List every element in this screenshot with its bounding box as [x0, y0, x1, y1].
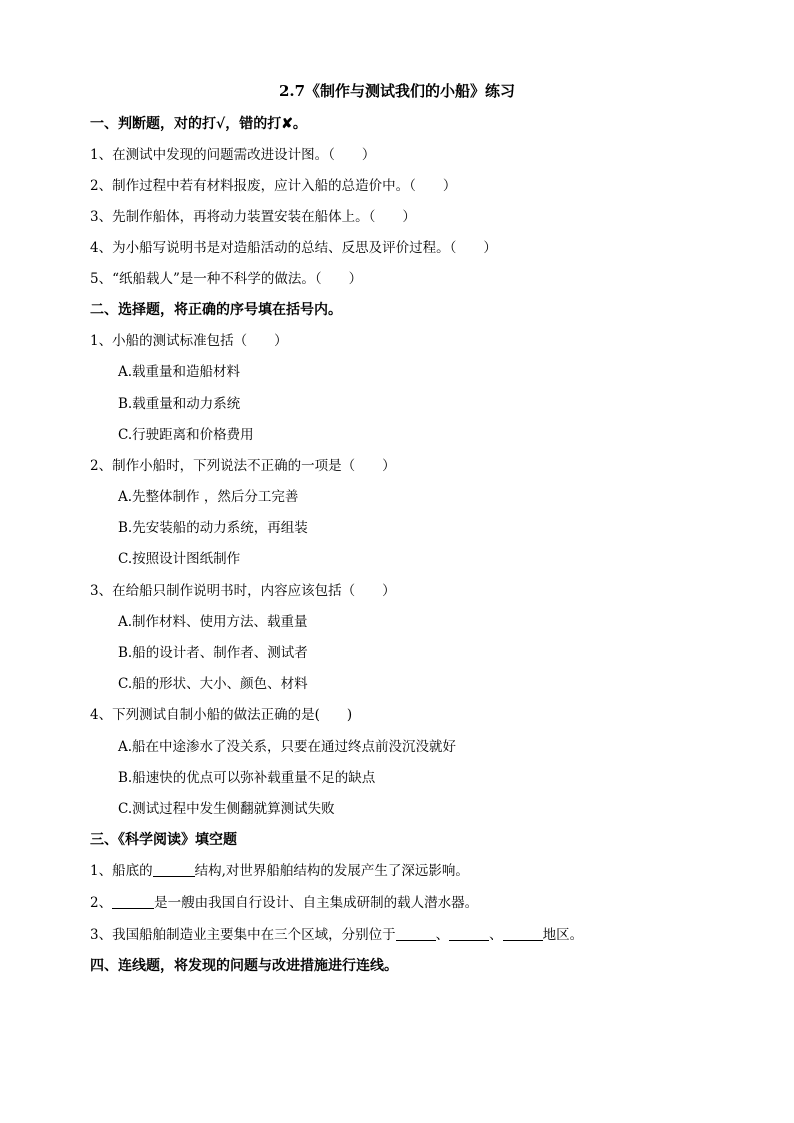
fill-1-suffix: 结构,对世界船舶结构的发展产生了深远影响。 [194, 863, 469, 879]
choice-question-2: 2、制作小船时，下列说法不正确的一项是（ ） [90, 458, 396, 474]
fill-item-3 [90, 925, 583, 945]
section-3-heading: 三、《科学阅读》填空题 [90, 832, 237, 848]
fill-3-separator-1: 、 [435, 927, 450, 943]
fill-3-prefix: 3、我国船舶制造业主要集中在三个区域，分别位于 [90, 927, 396, 943]
choice-1-option-b: B.载重量和动力系统 [118, 396, 241, 412]
fill-3-blank-2[interactable] [449, 926, 489, 941]
fill-item-1 [90, 861, 469, 881]
page-title: 2.7《制作与测试我们的小船》练习 [278, 82, 516, 100]
judge-item-5: 5、“纸船载人”是一种不科学的做法。（ ） [90, 271, 363, 287]
fill-2-prefix: 2、 [90, 895, 113, 911]
judge-item-1: 1、在测试中发现的问题需改进设计图。（ ） [90, 147, 376, 163]
judge-item-2: 2、制作过程中若有材料报废，应计入船的总造价中。（ ） [90, 178, 457, 194]
choice-2-option-b: B.先安装船的动力系统，再组装 [118, 520, 308, 536]
judge-item-3: 3、先制作船体，再将动力装置安装在船体上。（ ） [90, 209, 416, 225]
fill-3-suffix: 地区。 [542, 927, 584, 943]
judge-item-4: 4、为小船写说明书是对造船活动的总结、反思及评价过程。（ ） [90, 240, 497, 256]
choice-question-4: 4、下列测试自制小船的做法正确的是( ) [90, 707, 353, 723]
choice-4-option-a: A.船在中途渗水了没关系，只要在通过终点前没沉没就好 [118, 739, 457, 755]
choice-3-option-c: C.船的形状、大小、颜色、材料 [118, 676, 308, 692]
choice-2-option-a: A.先整体制作 ，然后分工完善 [118, 489, 299, 505]
choice-4-option-b: B.船速快的优点可以弥补载重量不足的缺点 [118, 770, 376, 786]
choice-4-option-c: C.测试过程中发生侧翻就算测试失败 [118, 801, 335, 817]
fill-2-suffix: 是一艘由我国自行设计、自主集成研制的载人潜水器。 [154, 895, 479, 911]
choice-1-option-c: C.行驶距离和价格费用 [118, 427, 254, 443]
section-2-heading: 二、选择题，将正确的序号填在括号内。 [90, 302, 342, 318]
fill-1-prefix: 1、船底的 [90, 863, 153, 879]
fill-3-separator-2: 、 [489, 927, 503, 943]
choice-3-option-b: B.船的设计者、制作者、测试者 [118, 645, 308, 661]
choice-3-option-a: A.制作材料、使用方法、载重量 [118, 614, 308, 630]
section-4-heading: 四、连线题，将发现的问题与改进措施进行连线。 [90, 958, 398, 974]
fill-3-blank-3[interactable] [503, 926, 543, 941]
choice-question-3: 3、在给船只制作说明书时，内容应该包括（ ） [90, 583, 396, 599]
choice-question-1: 1、小船的测试标准包括（ ） [90, 333, 288, 349]
fill-2-blank[interactable] [112, 894, 154, 909]
fill-item-2 [90, 893, 478, 913]
section-1-heading: 一、判断题，对的打√，错的打✘。 [90, 116, 307, 132]
fill-1-blank[interactable] [153, 862, 195, 877]
fill-3-blank-1[interactable] [396, 926, 436, 941]
choice-1-option-a: A.载重量和造船材料 [118, 364, 241, 380]
choice-2-option-c: C.按照设计图纸制作 [118, 551, 241, 567]
